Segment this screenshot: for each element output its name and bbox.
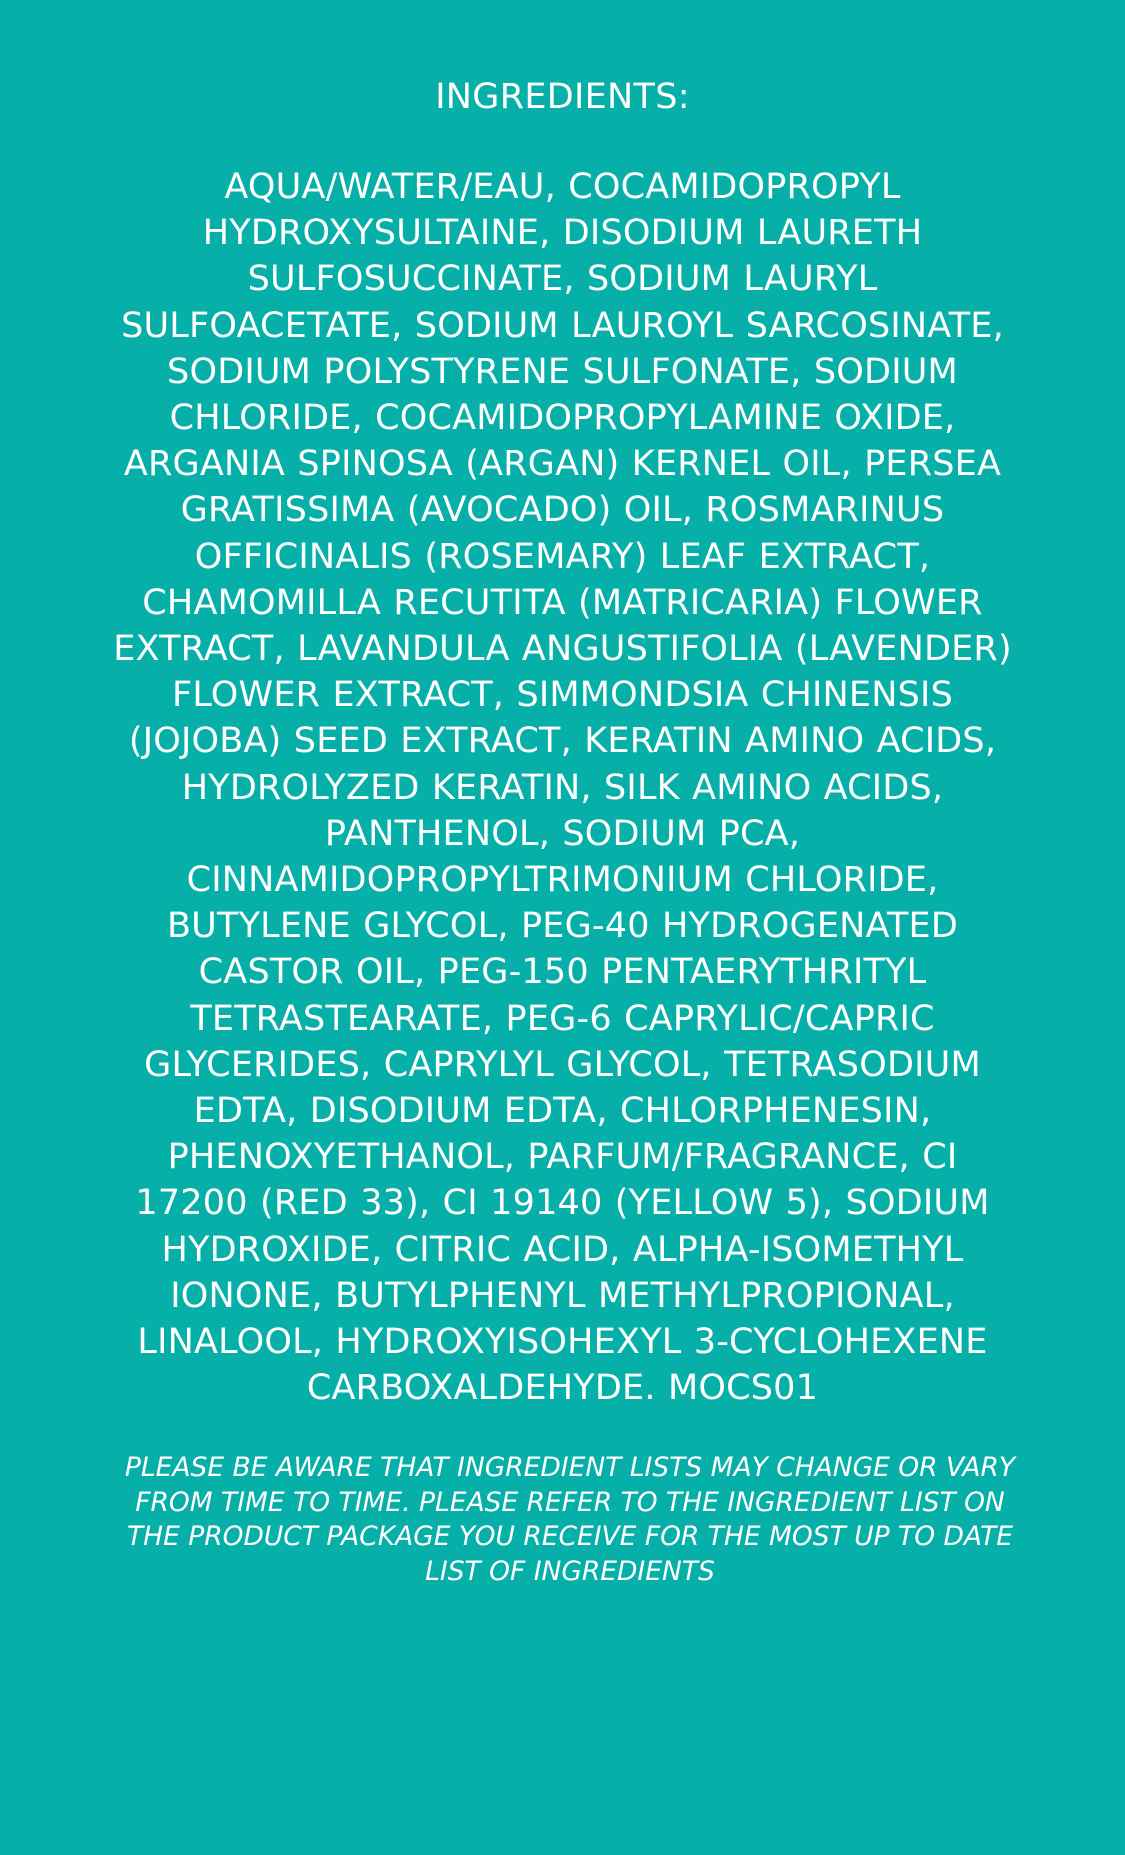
ingredients-list: AQUA/WATER/EAU, COCAMIDOPROPYL HYDROXYSULTAINE, DISODIUM LAURETH SULFOSUCCINATE, SODIUM LAURYL SULFOACETATE, SODIUM LAUROYL SARCOSINATE, SODIUM POLYSTYRENE SULFONATE, SODIUM CHLORIDE, COCAMIDOPROPYLAMINE OXIDE, ARGANIA SPINOSA (ARGAN) KERNEL OIL, PERSEA GRATISSIMA (AVOCADO) OIL, ROSMARINUS OFFICINALIS (ROSEMARY) LEAF EXTRACT, CHAMOMILLA RECUTITA (MATRICARIA) FLOWER EXTRACT, LAVANDULA ANGUSTIFOLIA (LAVENDER) FLOWER EXTRACT, SIMMONDSIA CHINENSIS (JOJOBA) SEED EXTRACT, KERATIN AMINO ACIDS, HYDROLYZED KERATIN, SILK AMINO ACIDS, PANTHENOL, SODIUM PCA, CINNAMIDOPROPYLTRIMONIUM CHLORIDE, BUTYLENE GLYCOL, PEG-40 HYDROGENATED CASTOR OIL, PEG-150 PENTAERYTHRITYL TETRASTEARATE, PEG-6 CAPRYLIC/CAPRIC GLYCERIDES, CAPRYLYL GLYCOL, TETRASODIUM EDTA, DISODIUM EDTA, CHLORPHENESIN, PHENOXYETHANOL, PARFUM/FRAGRANCE, CI 17200 (RED 33), CI 19140 (YELLOW 5), SODIUM HYDROXIDE, CITRIC ACID, ALPHA-ISOMETHYL IONONE, BUTYLPHENYL METHYLPROPIONAL, LINALOOL, HYDROXYISOHEXYL 3-CYCLOHEXENE CARBOXALDEHYDE. MOCS01	[113, 167, 1012, 1409]
ingredients-disclaimer: PLEASE BE AWARE THAT INGREDIENT LISTS MAY CHANGE OR VARY FROM TIME TO TIME. PLEASE REFER TO THE INGREDIENT LIST ON THE PRODUCT PACKAGE YOU RECEIVE FOR THE MOST UP TO DATE LIST OF INGREDIENTS	[124, 1452, 1016, 1587]
ingredients-heading: INGREDIENTS:	[435, 77, 690, 117]
